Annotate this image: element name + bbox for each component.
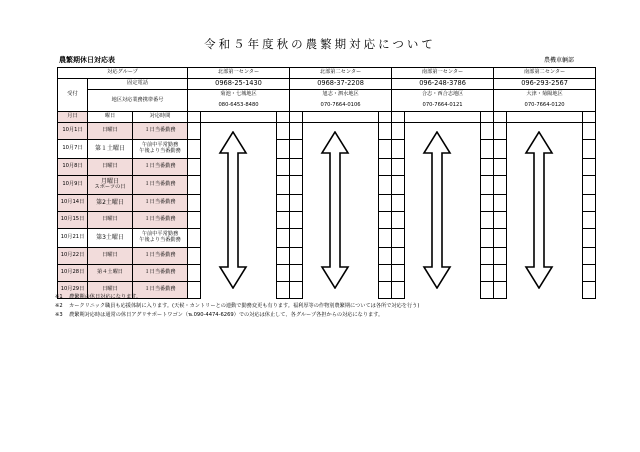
footnote-3 <box>55 311 419 320</box>
row-weekday: 日曜日 <box>88 159 133 176</box>
row-date: 10月9日 <box>58 176 88 195</box>
footnote-1 <box>55 293 419 302</box>
center-area-1: 菊池・七城地区 <box>188 90 290 101</box>
center-area-2: 旭志・泗水地区 <box>290 90 392 101</box>
center-mobile-1: 080-6453-8480 <box>188 101 290 112</box>
col-time-label: 対応時間 <box>133 112 188 123</box>
row-date: 10月22日 <box>58 248 88 265</box>
double-arrow-icon <box>422 131 452 289</box>
row-time: １日当番勤務 <box>133 282 188 299</box>
table-subtitle: 農繁期休日対応表 <box>59 56 115 64</box>
department-label: 農機車輌部 <box>543 57 574 64</box>
row-time: 午前中平常勤務 <box>141 231 179 238</box>
center-area-3: 合志・西合志地区 <box>392 90 494 101</box>
center-name-1: 北部第一センター <box>188 68 290 79</box>
group-label: 対応グループ <box>58 68 188 79</box>
row-time: １日当番勤務 <box>133 195 188 212</box>
row-time: １日当番勤務 <box>133 248 188 265</box>
reception-label: 受付 <box>58 79 88 112</box>
row-time-multiline <box>133 140 188 159</box>
header-row-area <box>58 90 596 101</box>
double-arrow-icon <box>320 131 350 289</box>
footnote-text: 農繁期対応時は通常の休日アグリサポートワゴン（℡090-4474-6269）での対応は休止して、各グループ各担からの対応になります。 <box>69 312 384 318</box>
footnote-text: 農繁期の休日対応になります。 <box>69 294 142 300</box>
header-row-phone <box>58 79 596 90</box>
page-title: 令和５年度秋の農繁期対応について <box>204 37 436 51</box>
row-weekday: 第４土曜日 <box>88 265 133 282</box>
row-date: 10月7日 <box>58 140 88 159</box>
row-date: 10月8日 <box>58 159 88 176</box>
double-arrow-icon <box>218 131 248 289</box>
row-weekday-2: スポーツの日 <box>94 184 126 191</box>
center-phone-2: 0968-37-2208 <box>290 79 392 90</box>
footnote-mark: ※3 <box>55 312 63 318</box>
row-time: １日当番勤務 <box>133 265 188 282</box>
footnote-text: カークリニック職員も応援体制に入ります。(天候・カントリーとの連動で勤務変更も有ります。福利厚等の作物別農繁期については各所で対応を行う) <box>69 303 420 309</box>
row-time-2: 午後より当番勤務 <box>139 237 181 243</box>
center-mobile-4: 070-7664-0120 <box>494 101 596 112</box>
row-date: 10月1日 <box>58 123 88 140</box>
header-row-columns <box>58 112 596 123</box>
row-weekday: 日曜日 <box>88 123 133 140</box>
center-area-4: 大津・菊陽地区 <box>494 90 596 101</box>
header-row-group <box>58 68 596 79</box>
row-time: １日当番勤務 <box>133 176 188 195</box>
area-staff-phone-label: 地区対応業務携帯番号 <box>88 90 188 112</box>
row-time-2: 午後より当番勤務 <box>139 148 181 154</box>
double-arrow-icon <box>524 131 554 289</box>
row-date: 10月21日 <box>58 229 88 248</box>
center-mobile-3: 070-7664-0121 <box>392 101 494 112</box>
footnote-mark: ※1 <box>55 294 63 300</box>
footnote-mark: ※2 <box>55 303 63 309</box>
row-weekday: 第１土曜日 <box>88 140 133 159</box>
col-weekday-label: 曜日 <box>88 112 133 123</box>
row-weekday: 月曜日 <box>100 177 119 185</box>
row-date: 10月15日 <box>58 212 88 229</box>
row-time: １日当番勤務 <box>133 123 188 140</box>
fixed-phone-label: 固定電話 <box>88 79 188 90</box>
row-weekday-multiline <box>88 176 133 195</box>
row-weekday: 日曜日 <box>88 212 133 229</box>
row-weekday: 日曜日 <box>88 248 133 265</box>
footnote-2 <box>55 302 419 311</box>
row-date: 10月29日 <box>58 282 88 299</box>
center-name-3: 南部第一センター <box>392 68 494 79</box>
center-name-4: 南部第二センター <box>494 68 596 79</box>
col-date-label: 月日 <box>58 112 88 123</box>
row-time: １日当番勤務 <box>133 159 188 176</box>
center-phone-3: 096-248-3786 <box>392 79 494 90</box>
row-date: 10月14日 <box>58 195 88 212</box>
footnotes <box>55 293 419 320</box>
center-name-2: 北部第二センター <box>290 68 392 79</box>
row-time-multiline <box>133 229 188 248</box>
row-weekday: 第3土曜日 <box>88 229 133 248</box>
row-date: 10月28日 <box>58 265 88 282</box>
center-phone-4: 096-293-2567 <box>494 79 596 90</box>
center-mobile-2: 070-7664-0106 <box>290 101 392 112</box>
row-weekday: 第2土曜日 <box>88 195 133 212</box>
row-weekday: 日曜日 <box>88 282 133 299</box>
row-time: 午前中平常勤務 <box>141 142 179 149</box>
center-phone-1: 0968-25-1430 <box>188 79 290 90</box>
row-time: １日当番勤務 <box>133 212 188 229</box>
